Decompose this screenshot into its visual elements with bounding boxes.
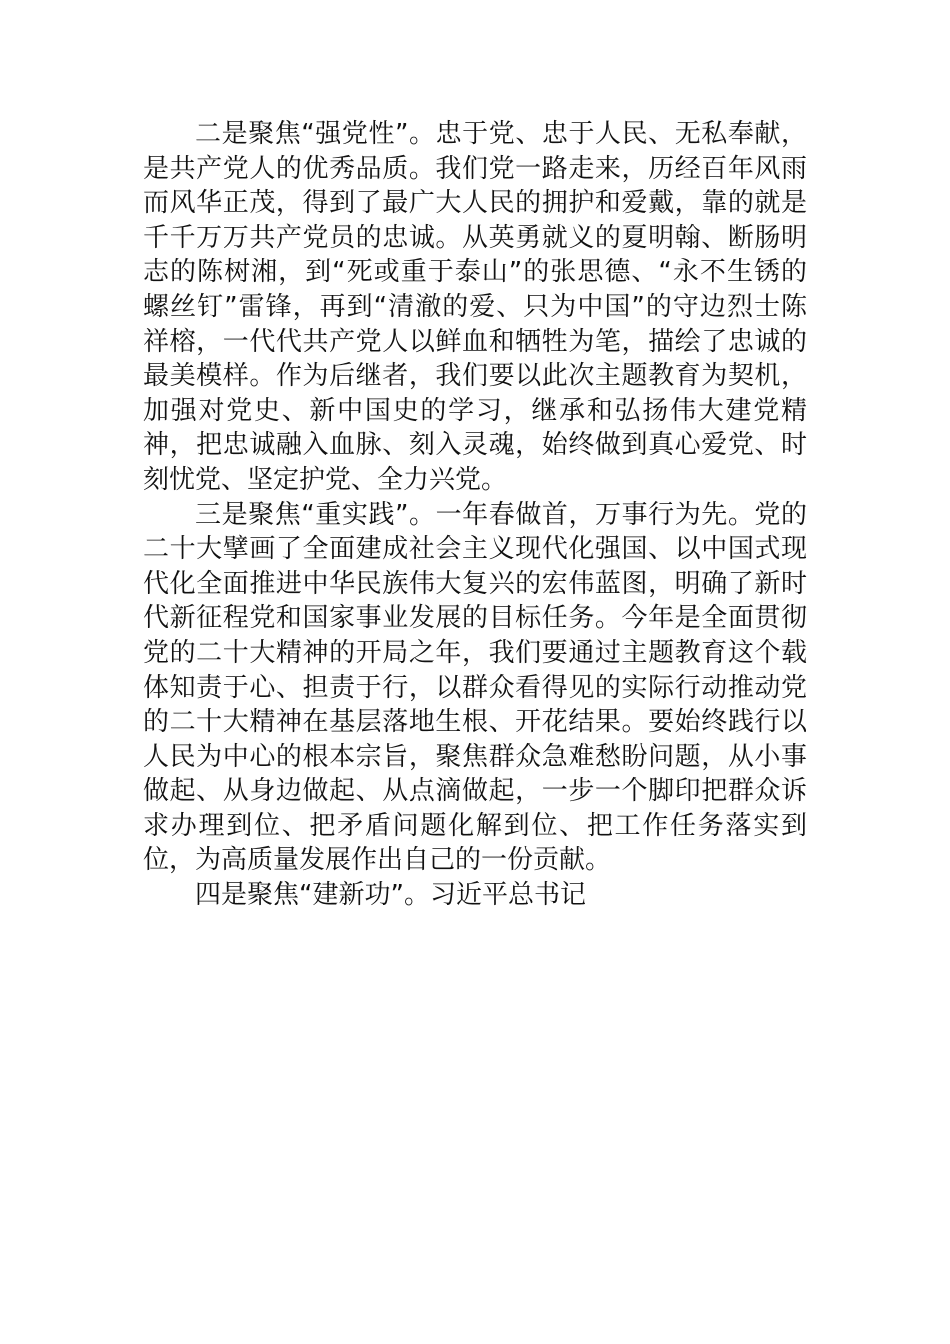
paragraph-emphasize-practice: 三是聚焦“重实践”。一年春做首，万事行为先。党的二十大擘画了全面建成社会主义现代化强国、以中国式现代化全面推进中华民族伟大复兴的宏伟蓝图，明确了新时代新征程党和国家事业发展的目标任务。今年是全面贯彻党的二十大精神的开局之年，我们要通过主题教育这个载体知责于心、担责于行，以群众看得见的实际行动推动党的二十大精神在基层落地生根、开花结果。要始终践行以人民为中心的根本宗旨，聚焦群众急难愁盼问题，从小事做起、从身边做起、从点滴做起，一步一个脚印把群众诉求办理到位、把矛盾问题化解到位、把工作任务落实到位，为高质量发展作出自己的一份贡献。 — [143, 499, 807, 876]
document-body — [143, 117, 807, 913]
paragraph-strengthen-party-spirit: 二是聚焦“强党性”。忠于党、忠于人民、无私奉献，是共产党人的优秀品质。我们党一路走来，历经百年风雨而风华正茂，得到了最广大人民的拥护和爱戴，靠的就是千千万万共产党员的忠诚。从英勇就义的夏明翰、断肠明志的陈树湘，到“死或重于泰山”的张思德、“永不生锈的螺丝钉”雷锋，再到“清澈的爱、只为中国”的守边烈士陈祥榕，一代代共产党人以鲜血和牺牲为笔，描绘了忠诚的最美模样。作为后继者，我们要以此次主题教育为契机，加强对党史、新中国史的学习，继承和弘扬伟大建党精神，把忠诚融入血脉、刻入灵魂，始终做到真心爱党、时刻忧党、坚定护党、全力兴党。 — [143, 119, 807, 495]
paragraph-build-new-achievements: 四是聚焦“建新功”。习近平总书记 — [195, 880, 586, 911]
